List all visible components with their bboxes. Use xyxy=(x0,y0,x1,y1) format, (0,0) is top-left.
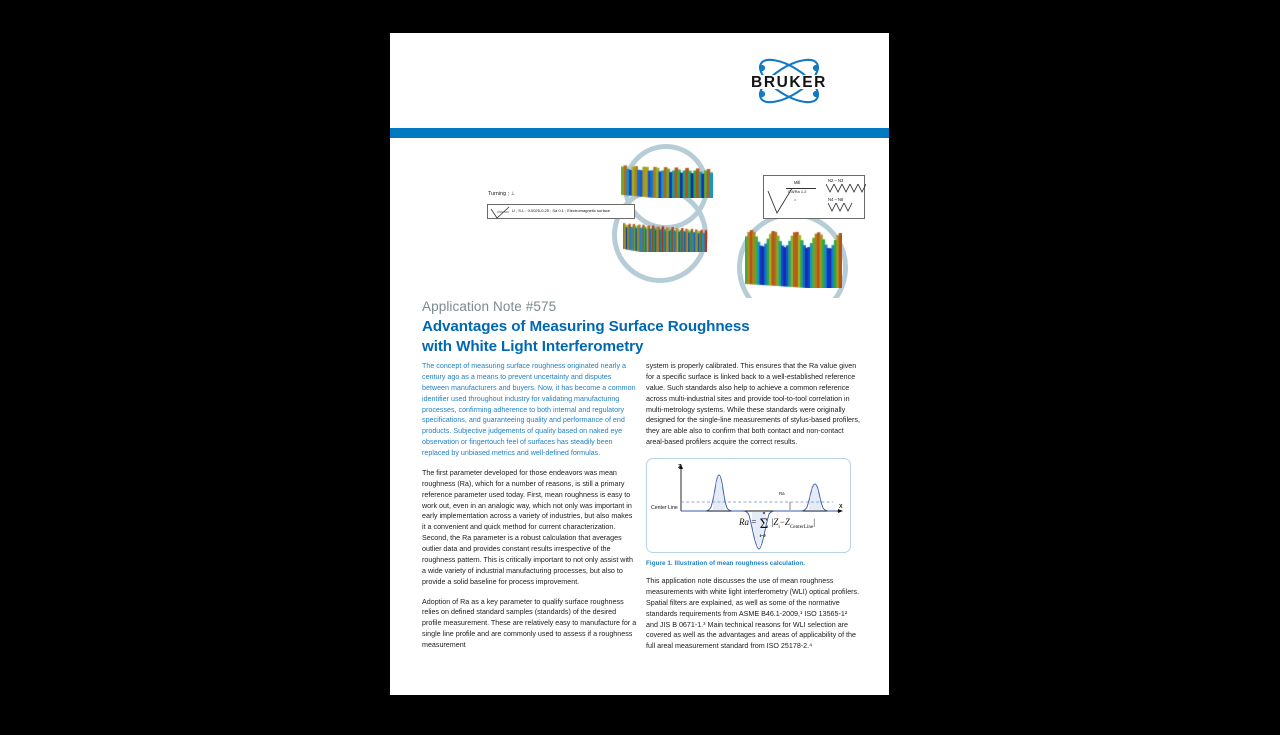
plot-y-axis-label: Z xyxy=(678,464,682,470)
roughness-grade-chevrons-top xyxy=(826,184,866,193)
formula-equals: = xyxy=(751,517,757,527)
hero-illustration xyxy=(390,138,889,298)
bruker-logo xyxy=(737,55,842,113)
plot-center-line-label: Center Line xyxy=(651,505,678,511)
page-title xyxy=(422,317,752,357)
bruker-wordmark: BRUKER xyxy=(751,74,827,91)
formula-lhs: Ra xyxy=(739,517,749,527)
paragraph-scope: This application note discusses the use of mean roughness measurements with white light interferometry (WLI) optical profilers. Spatial filters are explained, as well as some of the normative standards requirements from ASME B46.1-2009,¹ ISO 13565-1² and JIS B 0671-1.³ Main technical reasons for WLI selection are covered as well as the advantages and areas of applicability of the full areal measurement standard from ISO 25178-2.⁴ xyxy=(646,577,860,651)
page-title-line-2: with White Light Interferometry xyxy=(422,337,644,355)
formula-minus: − xyxy=(779,517,785,527)
figure-1-caption: Figure 1. Illustration of mean roughness calculation. xyxy=(646,560,806,567)
surface-render-top xyxy=(621,162,713,198)
callout-left-label: Turning ; ⊥ xyxy=(488,191,516,197)
callout-right-box xyxy=(763,175,865,219)
callout-right-equals: = xyxy=(794,197,797,202)
surface-finish-symbol-icon xyxy=(489,206,511,219)
roughness-grade-chevrons-bottom xyxy=(828,203,854,212)
callout-left-spec: U ; S-L ; 0.0025-0.25 ; Sa 0.1 ; Electromagnetic surface xyxy=(512,208,611,213)
surface-render-left xyxy=(623,220,707,252)
formula-zc-sub: CenterLine xyxy=(789,523,814,530)
body-column-right xyxy=(646,361,861,457)
body-column-left xyxy=(422,361,637,660)
page-title-line-1: Advantages of Measuring Surface Roughness xyxy=(422,317,750,335)
surface-render-right xyxy=(745,226,842,288)
mean-roughness-formula xyxy=(739,510,816,538)
formula-abs-open: | xyxy=(771,517,774,527)
plot-ra-label: Ra xyxy=(779,491,785,496)
callout-right-ra-spec: 0.8/Ra 1.2 xyxy=(788,189,807,194)
formula-abs-close: | xyxy=(813,517,816,527)
formula-sum-lower: i=0 xyxy=(759,533,766,538)
paragraph-calibration: system is properly calibrated. This ensures that the Ra value given for a specific surface is linked back to a well-established reference value. Such standards also help to achieve a common reference across multi-industrial sites and provide tool-to-tool correlation in multi-metrology systems. While these standards were originally designed for the single-line measurements of stylus-based profilers, they are able also to confirm that both contact and non-contact areal-based profilers acquire the correct results. xyxy=(646,362,860,447)
paragraph-intro: The concept of measuring surface roughness originated nearly a century ago as a means to prevent uncertainty and disputes between manufacturers and buyers. Now, it has become a common identifier used throughout industry for validating manufacturing processes, confirming adherence to both internal and regulatory specifications, and guaranteeing quality and performance of end products. Subjective judgements of quality based on naked eye observation or fingertouch feel of surfaces has steadily been replaced by unbiased metrics and well-defined formulas. xyxy=(422,362,636,457)
paragraph-ra-parameter: The first parameter developed for those endeavors was mean roughness (Ra), which for a number of reasons, is still a primary reference parameter used today. First, mean roughness is easy to work out, even in an analogic way, which not only was important in early implementation across a variety of industries, but also makes it a convenient and quick method for current characterization. Second, the Ra parameter is a robust calculation that averages outlier data and provides constant results irrespective of the roughness pattern. This is critically important to not only assist with a wide variety of industrial manufacturing processes, but also to provide a solid baseline for process improvement. xyxy=(422,468,634,586)
figure-1 xyxy=(646,458,851,553)
callout-right-grade-top: N2 – N3 xyxy=(828,178,844,183)
title-block xyxy=(422,299,752,357)
formula-z-sub: i xyxy=(778,523,780,530)
paragraph-standards: Adoption of Ra as a key parameter to qualify surface roughness relies on defined standard samples (standards) of the desired profile measurement. These are relatively easy to manufacture for a single line profile and are commonly used to assess if a roughness measurement xyxy=(422,597,637,649)
body-column-right-bottom xyxy=(646,576,861,661)
document-page xyxy=(390,33,889,695)
formula-sum-upper: n xyxy=(762,510,766,515)
formula-zc: Z xyxy=(784,517,790,527)
callout-right-process: Mill xyxy=(794,180,801,185)
plot-x-axis-label: X xyxy=(839,504,843,510)
formula-sigma: Σ n i=0 xyxy=(759,510,769,538)
callout-right-grade-bottom: N4 – N6 xyxy=(828,197,844,202)
application-note-number: Application Note #575 xyxy=(422,299,557,314)
formula-z: Z xyxy=(773,517,779,527)
header-accent-rule xyxy=(390,128,889,138)
